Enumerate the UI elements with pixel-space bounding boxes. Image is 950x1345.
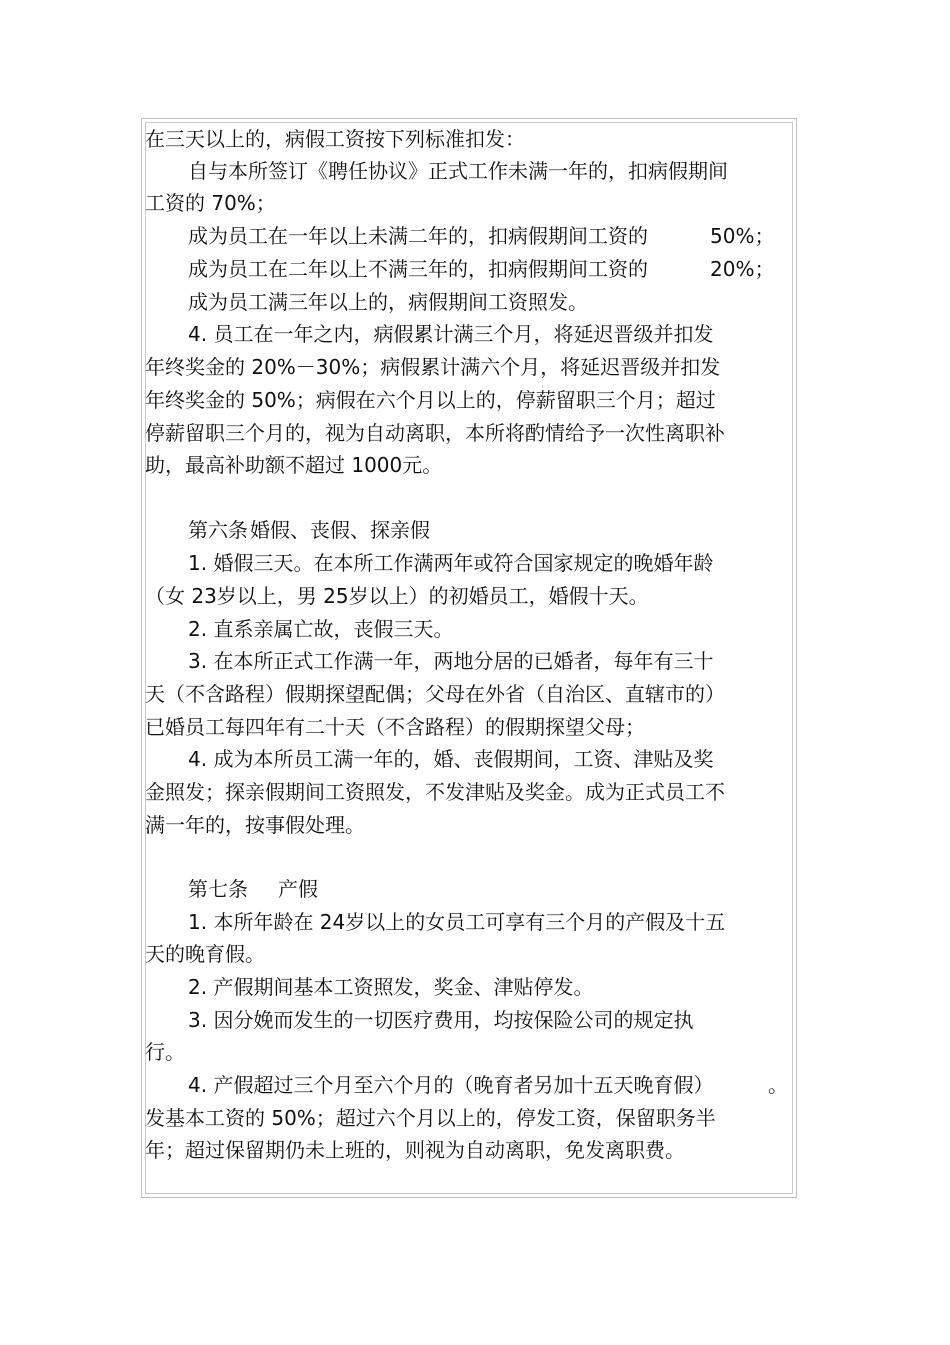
text-line: 2. 直系亲属亡故，丧假三天。 (188, 617, 454, 641)
text-line: 4. 员工在一年之内，病假累计满三个月，将延迟晋级并扣发 (188, 322, 714, 346)
text-line: 成为员工在二年以上不满三年的，扣病假期间工资的 (188, 257, 648, 281)
text-line: （女 23岁以上，男 25岁以上）的初婚员工，婚假十天。 (145, 584, 649, 608)
text-line: 成为员工在一年以上未满二年的，扣病假期间工资的 (188, 224, 648, 248)
text-line: 行。 (145, 1040, 185, 1064)
text-line: 停薪留职三个月的，视为自动离职，本所将酌情给予一次性离职补 (145, 421, 725, 445)
text-line: 年终奖金的 20%－30%；病假累计满六个月，将延迟晋级并扣发 (145, 355, 721, 379)
text-line: 年终奖金的 50%；病假在六个月以上的，停薪留职三个月；超过 (145, 388, 716, 412)
text-line: 4. 成为本所员工满一年的，婚、丧假期间，工资、津贴及奖 (188, 747, 714, 771)
text-line: 3. 在本所正式工作满一年，两地分居的已婚者，每年有三十 (188, 649, 714, 673)
text-line-tail: 20%； (710, 257, 775, 281)
text-line: 2. 产假期间基本工资照发，奖金、津贴停发。 (188, 975, 594, 999)
article-title: 婚假、丧假、探亲假 (250, 518, 430, 542)
article-number: 第六条 (188, 518, 248, 542)
text-line: 1. 婚假三天。在本所工作满两年或符合国家规定的晚婚年龄 (188, 551, 714, 575)
text-line: 3. 因分娩而发生的一切医疗费用，均按保险公司的规定执 (188, 1008, 694, 1032)
text-line: 满一年的，按事假处理。 (145, 813, 365, 837)
article-title: 产假 (278, 877, 318, 901)
article-number: 第七条 (188, 877, 248, 901)
text-line-tail: 50%； (710, 224, 775, 248)
text-line: 天的晚育假。 (145, 942, 265, 966)
text-line: 在三天以上的，病假工资按下列标准扣发： (145, 127, 525, 151)
text-line: 1. 本所年龄在 24岁以上的女员工可享有三个月的产假及十五 (188, 910, 726, 934)
text-line: 成为员工满三年以上的，病假期间工资照发。 (188, 290, 588, 314)
text-line: 工资的 70%； (145, 191, 276, 215)
text-line: 发基本工资的 50%；超过六个月以上的，停发工资，保留职务半 (145, 1106, 716, 1130)
text-line: 助，最高补助额不超过 1000元。 (145, 453, 443, 477)
text-line-tail: 。 (768, 1073, 788, 1097)
text-line: 已婚员工每四年有二十天（不含路程）的假期探望父母； (145, 715, 645, 739)
text-line: 年；超过保留期仍未上班的，则视为自动离职，免发离职费。 (145, 1138, 685, 1162)
text-line: 天（不含路程）假期探望配偶；父母在外省（自治区、直辖市的） (145, 682, 725, 706)
text-line: 自与本所签订《聘任协议》正式工作未满一年的，扣病假期间 (188, 159, 728, 183)
text-line: 金照发；探亲假期间工资照发，不发津贴及奖金。成为正式员工不 (145, 780, 725, 804)
text-line: 4. 产假超过三个月至六个月的（晚育者另加十五天晚育假） (188, 1073, 714, 1097)
